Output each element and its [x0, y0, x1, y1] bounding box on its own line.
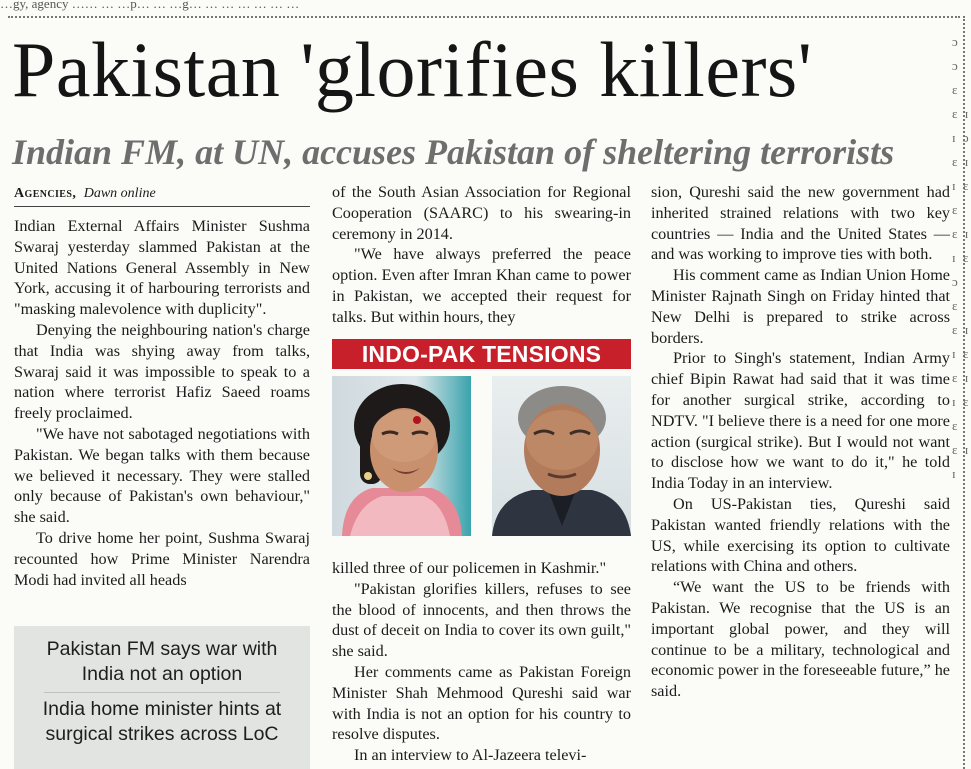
article-column-1	[14, 216, 310, 590]
photo-sushma-swaraj	[332, 376, 471, 536]
section-banner: INDO-PAK TENSIONS	[332, 339, 631, 369]
paragraph: killed three of our policemen in Kashmir."	[332, 559, 607, 577]
paragraph: "Pakistan glorifies killers, refuses to see the blood of innocents, and then throws the dust of deceit on India to cover its own guilt," she said.	[332, 579, 631, 661]
top-strip-text: …gy, agency …… … …p… … …g… … … … … … …	[0, 0, 300, 11]
article-column-2-bottom	[332, 558, 631, 766]
paragraph: In an interview to Al-Jazeera televi-	[354, 746, 587, 765]
byline-agency: Agencies,	[14, 186, 77, 201]
paragraph: Prior to Singh's statement, Indian Army chief Bipin Rawat had said that it was time for another surgical strike, according to NDTV. "I believe there is a need for one more action (surgical strike). But I would not want to disclose how we want to do it," he told India Today in an interview.	[651, 349, 950, 493]
subheadline: Indian FM, at UN, accuses Pakistan of sheltering terrorists	[12, 132, 895, 172]
paragraph: Indian External Affairs Minister Sushma Swaraj yesterday slammed Pakistan at the United Nations General Assembly in New York, accusing it of harbouring terrorists and "masking malevolence with duplicity".	[14, 217, 310, 319]
paragraph: Her comments came as Pakistan Foreign Minister Shah Mehmood Qureshi said war with India is not an option for his country to resolve disputes.	[332, 662, 631, 744]
paragraph: “We want the US to be friends with Pakistan. We recognise that the US is an important global power, and they will continue to be a military, technological and economic power in the foreseeable future,” he said.	[651, 578, 950, 701]
divider	[44, 692, 280, 693]
related-headlines-box	[14, 626, 310, 769]
right-bleed-text: ɔ ɔ ɛ ɛ ɪ ɪ ɔ ɛ ɪ ɪ ɛ ɛ ɛ ɪ ɪ ɛ ɔ ɛ ɛ ɪ ɪ ɛ ɛ ɪ ɪ ɛ ɛ ɛ ɪ ɪ	[952, 34, 971, 481]
paragraph: "We have not sabotaged negotiations with Pakistan. We began talks with them because we believed it necessary. They were stalled only because of Pakistan's own behaviour," she said.	[14, 424, 310, 527]
paragraph: To drive home her point, Sushma Swaraj recounted how Prime Minister Narendra Modi had invited all heads	[14, 528, 310, 589]
paragraph: sion, Qureshi said the new government had inherited strained relations with two key countries — India and the United States — and was working to improve ties with both.	[651, 183, 950, 264]
photo-shah-mehmood-qureshi	[492, 376, 631, 536]
related-headline[interactable]: Pakistan FM says war with India not an option	[46, 638, 278, 685]
headline: Pakistan 'glorifies killers'	[12, 26, 813, 113]
paragraph: On US-Pakistan ties, Qureshi said Pakistan wanted friendly relations with the US, while exercising its option to cultivate relations with China and others.	[651, 494, 950, 576]
byline	[14, 184, 310, 207]
portrait-man-illustration	[492, 376, 631, 536]
article-column-3	[651, 182, 950, 702]
paragraph: of the South Asian Association for Regional Cooperation (SAARC) to his swearing-in ceremony in 2014.	[332, 183, 631, 243]
dotted-top-border	[8, 16, 960, 18]
paragraph: "We have always preferred the peace option. Even after Imran Khan came to power in Pakistan, we accepted their request for talks. But within hours, they	[332, 245, 631, 326]
paragraph: His comment came as Indian Union Home Minister Rajnath Singh on Friday hinted that New Delhi is prepared to strike across borders.	[651, 266, 950, 347]
byline-source: Dawn online	[83, 186, 156, 201]
related-headline[interactable]: India home minister hints at surgical strikes across LoC	[42, 698, 282, 745]
paragraph: Denying the neighbouring nation's charge that India was shying away from talks, Swaraj said it was impossible to speak to a nation where terrorist Hafiz Saeed roams freely proclaimed.	[14, 320, 310, 423]
portrait-woman-illustration	[332, 376, 471, 536]
article-column-2-top	[332, 182, 631, 328]
